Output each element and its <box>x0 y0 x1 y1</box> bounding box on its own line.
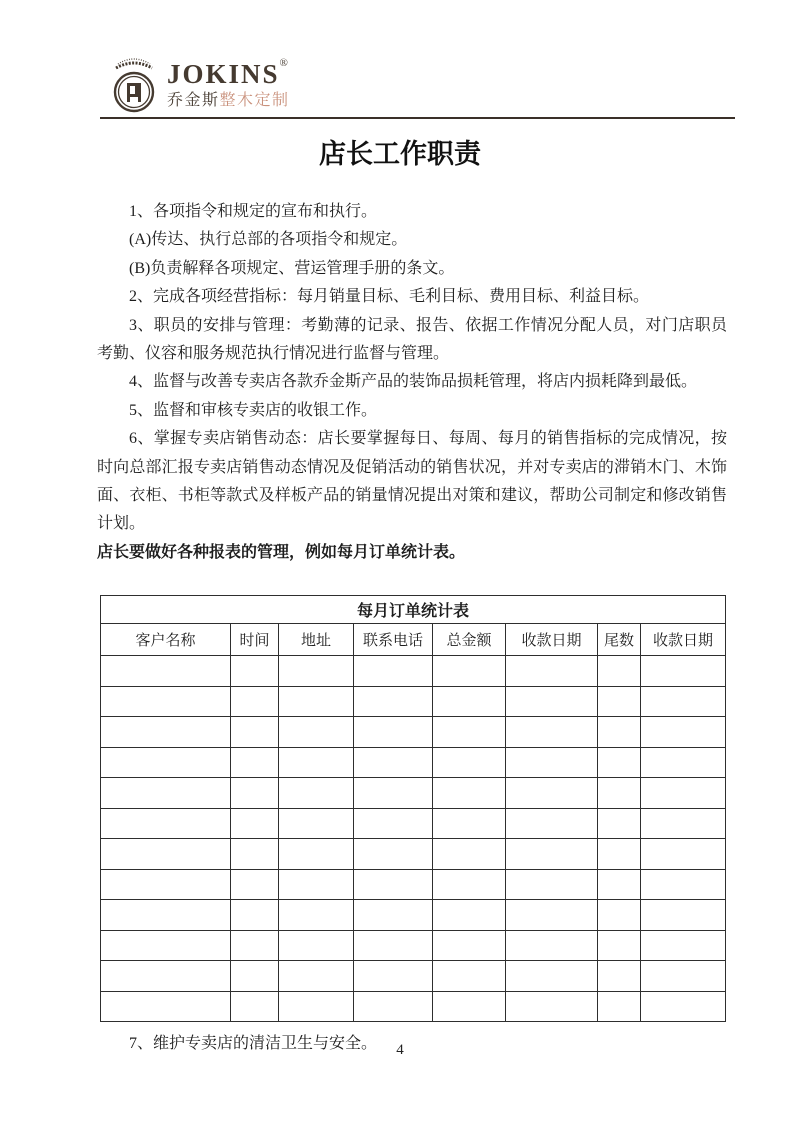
empty-cell <box>354 656 433 687</box>
empty-cell <box>433 778 506 809</box>
paragraph-1b: (B)负责解释各项规定、营运管理手册的条文。 <box>129 259 455 277</box>
empty-cell <box>506 778 598 809</box>
empty-cell <box>433 717 506 748</box>
table-row <box>101 686 726 717</box>
monogram-glyph <box>129 83 140 102</box>
empty-cell <box>101 808 231 839</box>
empty-cell <box>506 747 598 778</box>
empty-cell <box>279 961 354 992</box>
brand-suffix-cn: 整木定制 <box>219 92 290 109</box>
empty-cell <box>101 961 231 992</box>
paragraph-7: 7、维护专卖店的清洁卫生与安全。 <box>129 1035 378 1053</box>
empty-cell <box>101 656 231 687</box>
brand-wordmark: JOKINS <box>167 59 280 89</box>
empty-cell <box>598 991 641 1022</box>
empty-cell <box>433 930 506 961</box>
empty-cell <box>598 778 641 809</box>
empty-cell <box>506 839 598 870</box>
column-header: 尾数 <box>598 624 641 656</box>
column-header: 联系电话 <box>354 624 433 656</box>
empty-cell <box>506 869 598 900</box>
empty-cell <box>598 930 641 961</box>
empty-cell <box>101 900 231 931</box>
empty-cell <box>279 808 354 839</box>
empty-cell <box>433 808 506 839</box>
header-divider <box>100 117 735 119</box>
empty-cell <box>598 686 641 717</box>
page-number: 4 <box>396 1042 404 1058</box>
order-table-body <box>101 596 726 1022</box>
column-header: 收款日期 <box>506 624 598 656</box>
empty-cell <box>231 930 279 961</box>
empty-cell <box>101 717 231 748</box>
empty-cell <box>506 656 598 687</box>
empty-cell <box>433 686 506 717</box>
emphasis-line: 店长要做好各种报表的管理，例如每月订单统计表。 <box>97 543 466 561</box>
table-header-row <box>101 624 726 656</box>
empty-cell <box>279 778 354 809</box>
empty-cell <box>641 717 726 748</box>
table-title: 每月订单统计表 <box>101 596 726 624</box>
empty-cell <box>231 839 279 870</box>
column-header: 客户名称 <box>101 624 231 656</box>
empty-cell <box>433 900 506 931</box>
empty-cell <box>101 869 231 900</box>
empty-cell <box>279 869 354 900</box>
empty-cell <box>354 869 433 900</box>
empty-cell <box>231 991 279 1022</box>
empty-cell <box>506 991 598 1022</box>
empty-cell <box>354 686 433 717</box>
empty-cell <box>433 656 506 687</box>
empty-cell <box>231 808 279 839</box>
empty-cell <box>506 808 598 839</box>
laurel-crest-icon <box>116 59 152 68</box>
empty-cell <box>101 991 231 1022</box>
empty-cell <box>433 747 506 778</box>
paragraph-1a: (A)传达、执行总部的各项指令和规定。 <box>129 231 408 249</box>
table-row <box>101 869 726 900</box>
empty-cell <box>279 930 354 961</box>
empty-cell <box>641 747 726 778</box>
empty-cell <box>598 717 641 748</box>
table-row <box>101 991 726 1022</box>
empty-cell <box>231 778 279 809</box>
empty-cell <box>231 869 279 900</box>
empty-cell <box>279 900 354 931</box>
empty-cell <box>279 717 354 748</box>
empty-cell <box>641 930 726 961</box>
empty-cell <box>506 930 598 961</box>
empty-cell <box>279 991 354 1022</box>
jokins-emblem-icon <box>110 52 158 114</box>
table-title-row <box>101 596 726 624</box>
empty-cell <box>279 839 354 870</box>
empty-cell <box>641 686 726 717</box>
column-header: 收款日期 <box>641 624 726 656</box>
empty-cell <box>598 656 641 687</box>
empty-cell <box>598 900 641 931</box>
table-row <box>101 717 726 748</box>
brand-name-cn: 乔金斯 <box>167 92 220 109</box>
paragraph-6: 6、掌握专卖店销售动态：店长要掌握每日、每周、每月的销售指标的完成情况，按时向总部汇报专卖店销售动态情况及促销活动的销售状况，并对专卖店的滞销木门、木饰面、衣柜、书柜等款式及样板产品的销量情况提出对策和建议，帮助公司制定和修改销售计划。 <box>97 430 727 533</box>
empty-cell <box>641 869 726 900</box>
empty-cell <box>354 717 433 748</box>
column-header: 总金额 <box>433 624 506 656</box>
empty-cell <box>101 839 231 870</box>
empty-cell <box>598 869 641 900</box>
empty-cell <box>231 686 279 717</box>
empty-cell <box>279 656 354 687</box>
table-row <box>101 656 726 687</box>
empty-cell <box>641 961 726 992</box>
empty-cell <box>231 961 279 992</box>
paragraph-1: 1、各项指令和规定的宣布和执行。 <box>129 203 378 220</box>
empty-cell <box>641 656 726 687</box>
empty-cell <box>279 686 354 717</box>
paragraph-5: 5、监督和审核专卖店的收银工作。 <box>129 401 378 419</box>
empty-cell <box>433 991 506 1022</box>
empty-cell <box>354 961 433 992</box>
empty-cell <box>641 808 726 839</box>
table-row <box>101 808 726 839</box>
empty-cell <box>354 808 433 839</box>
empty-cell <box>354 839 433 870</box>
table-row <box>101 839 726 870</box>
registered-trademark-icon: ® <box>279 57 288 69</box>
empty-cell <box>433 839 506 870</box>
table-row <box>101 747 726 778</box>
brand-block <box>167 57 290 112</box>
order-table <box>100 595 726 1022</box>
empty-cell <box>641 778 726 809</box>
monogram-circle <box>115 73 153 111</box>
table-row <box>101 930 726 961</box>
empty-cell <box>354 991 433 1022</box>
empty-cell <box>598 839 641 870</box>
empty-cell <box>506 686 598 717</box>
body-text <box>0 198 800 1022</box>
empty-cell <box>354 900 433 931</box>
empty-cell <box>354 930 433 961</box>
paragraph-3: 3、职员的安排与管理：考勤薄的记录、报告、依据工作情况分配人员，对门店职员考勤、仪容和服务规范执行情况进行监督与管理。 <box>97 316 727 363</box>
paragraph-4: 4、监督与改善专卖店各款乔金斯产品的装饰品损耗管理，将店内损耗降到最低。 <box>129 373 698 391</box>
empty-cell <box>354 747 433 778</box>
empty-cell <box>506 961 598 992</box>
empty-cell <box>231 747 279 778</box>
empty-cell <box>641 839 726 870</box>
paragraph-2: 2、完成各项经营指标：每月销量目标、毛利目标、费用目标、利益目标。 <box>129 288 650 306</box>
empty-cell <box>433 961 506 992</box>
empty-cell <box>101 686 231 717</box>
empty-cell <box>641 900 726 931</box>
empty-cell <box>598 808 641 839</box>
empty-cell <box>231 656 279 687</box>
empty-cell <box>641 991 726 1022</box>
empty-cell <box>101 778 231 809</box>
empty-cell <box>279 747 354 778</box>
empty-cell <box>598 961 641 992</box>
empty-cell <box>231 900 279 931</box>
empty-cell <box>598 747 641 778</box>
empty-cell <box>231 717 279 748</box>
table-row <box>101 778 726 809</box>
column-header: 地址 <box>279 624 354 656</box>
table-row <box>101 961 726 992</box>
table-row <box>101 900 726 931</box>
empty-cell <box>354 778 433 809</box>
empty-cell <box>101 747 231 778</box>
empty-cell <box>506 900 598 931</box>
empty-cell <box>506 717 598 748</box>
empty-cell <box>101 930 231 961</box>
page-title: 店长工作职责 <box>319 139 481 169</box>
column-header: 时间 <box>231 624 279 656</box>
document-header <box>0 0 800 119</box>
empty-cell <box>433 869 506 900</box>
